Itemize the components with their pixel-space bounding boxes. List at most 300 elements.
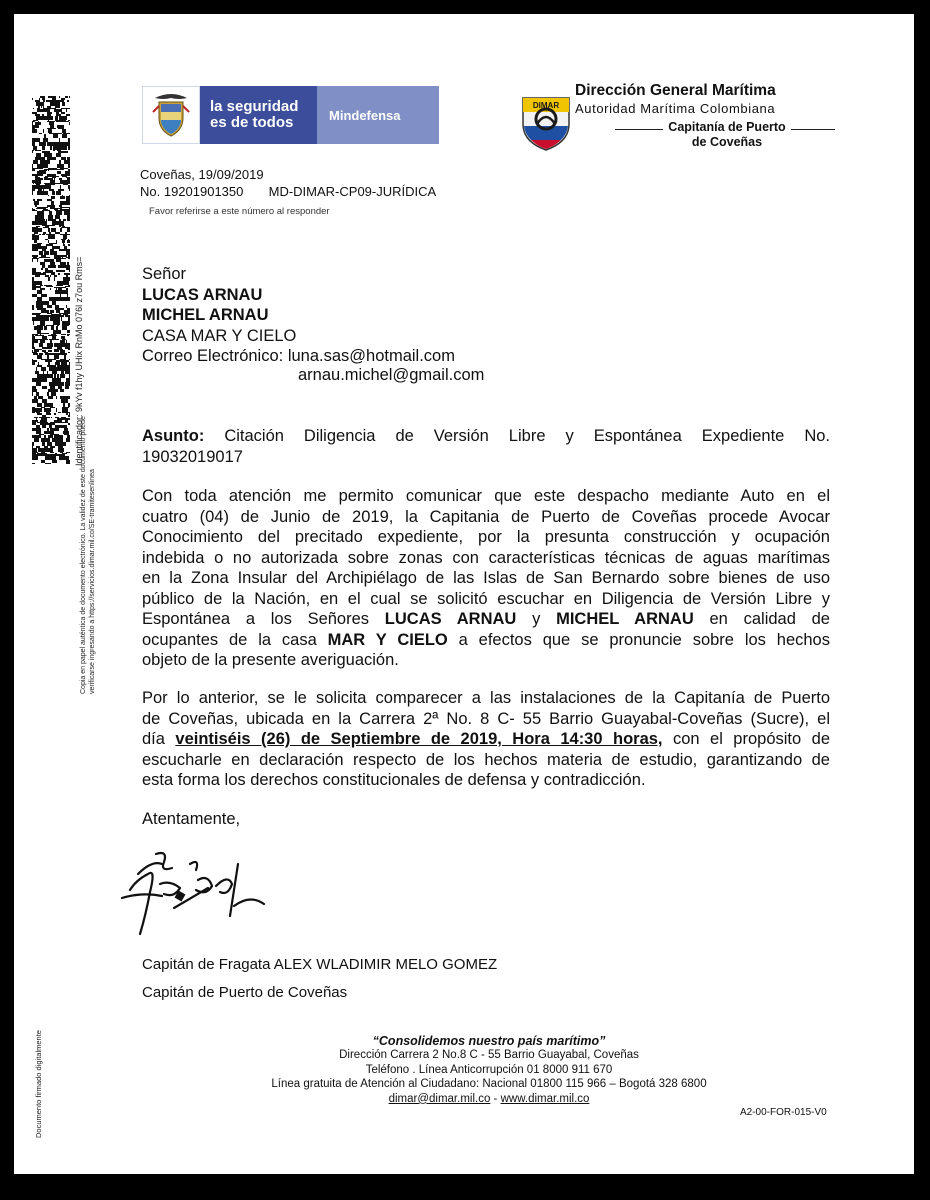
barcode-module [37, 308, 39, 310]
barcode-module [52, 221, 53, 225]
barcode-module [47, 199, 48, 201]
p1-line6: público de la Nación, en el cual se solicitó escuchar en Diligencia de Versión Libre y [142, 589, 830, 608]
barcode-module [48, 265, 53, 268]
barcode-module [44, 336, 47, 339]
barcode-module [56, 191, 60, 195]
barcode-module [32, 174, 37, 176]
barcode-module [58, 128, 60, 129]
barcode-module [33, 189, 35, 191]
barcode-module [38, 281, 42, 285]
barcode-module [53, 367, 57, 371]
barcode-module [32, 249, 34, 251]
barcode-module [51, 334, 56, 335]
footer-links [224, 1092, 754, 1106]
barcode-module [34, 227, 38, 228]
barcode-module [56, 109, 61, 112]
barcode-module [44, 170, 45, 171]
barcode-module [46, 219, 47, 221]
barcode-module [32, 138, 36, 142]
barcode-module [51, 234, 54, 235]
barcode-module [58, 353, 62, 355]
barcode-module [49, 431, 50, 434]
barcode-module [43, 138, 47, 142]
barcode-module [49, 362, 50, 365]
email2: arnau.michel@gmail.com [298, 366, 485, 384]
barcode-module [56, 349, 58, 350]
barcode-module [44, 191, 48, 195]
barcode-module [37, 174, 42, 176]
barcode-module [69, 418, 70, 420]
barcode-module [46, 257, 50, 258]
barcode-module [42, 151, 43, 153]
barcode-module [36, 246, 41, 249]
barcode-module [52, 353, 53, 355]
barcode-module [61, 340, 65, 343]
footer-email-link[interactable]: dimar@dimar.mil.co [388, 1092, 491, 1105]
barcode-module [54, 209, 58, 210]
barcode-module [50, 340, 52, 343]
barcode-module [40, 321, 45, 325]
barcode-module [44, 183, 45, 184]
barcode-module [54, 392, 56, 396]
barcode-module [61, 422, 63, 423]
barcode-module [56, 285, 58, 286]
barcode-module [49, 189, 54, 191]
barcode-module [51, 244, 53, 246]
document-page [14, 14, 914, 1174]
barcode-module [57, 255, 59, 257]
barcode-module [56, 114, 61, 116]
barcode-module [38, 408, 42, 412]
barcode-module [43, 315, 45, 317]
signer-name: Capitán de Fragata ALEX WLADIMIR MELO GOMEZ [142, 956, 498, 973]
barcode-module [57, 330, 61, 333]
barcode-module [50, 125, 53, 128]
barcode-module [48, 199, 52, 201]
barcode-module [59, 249, 64, 251]
barcode-module [32, 189, 33, 191]
barcode-module [68, 349, 70, 350]
barcode-module [62, 453, 67, 454]
barcode-module [55, 120, 60, 121]
barcode-module [39, 114, 40, 116]
coat-of-arms-icon [142, 86, 200, 144]
barcode-module [54, 287, 57, 288]
barcode-module [48, 170, 49, 171]
barcode-module [64, 209, 66, 210]
barcode-module [42, 305, 43, 308]
barcode-module [67, 365, 70, 367]
barcode-module [44, 326, 47, 330]
footer-phone: Teléfono . Línea Anticorrupción 01 8000 911 670 [365, 1063, 613, 1076]
barcode-module [41, 208, 45, 209]
barcode-module [50, 100, 55, 102]
barcode-module [47, 106, 51, 108]
barcode-module [35, 157, 39, 160]
barcode-module [66, 438, 70, 442]
barcode-module [43, 100, 45, 102]
barcode-module [50, 452, 53, 453]
barcode-module [53, 325, 54, 326]
barcode-module [37, 340, 38, 343]
barcode-module [37, 275, 40, 277]
barcode-module [61, 317, 62, 321]
barcode-module [53, 243, 57, 244]
barcode-module [40, 207, 43, 208]
barcode-module [55, 382, 59, 386]
place-date: Coveñas, 19/09/2019 [140, 167, 264, 182]
barcode-module [67, 201, 69, 205]
barcode-module [33, 335, 34, 336]
barcode-module [65, 456, 69, 460]
barcode-module [49, 178, 53, 180]
barcode-module [52, 96, 53, 98]
barcode-module [49, 169, 54, 170]
barcode-module [41, 228, 42, 232]
subject-block [142, 426, 830, 467]
barcode-module [47, 259, 49, 262]
barcode-module [69, 164, 70, 168]
barcode-module [47, 205, 52, 207]
barcode-module [60, 211, 62, 215]
barcode-module [45, 423, 48, 425]
barcode-module [50, 146, 52, 150]
barcode-module [66, 297, 67, 301]
barcode-module [49, 243, 53, 244]
barcode-module [43, 227, 46, 228]
barcode-module [53, 96, 55, 98]
barcode-module [54, 330, 57, 333]
barcode-module [51, 326, 54, 330]
barcode-module [50, 180, 55, 183]
barcode-module [35, 258, 39, 259]
barcode-module [60, 228, 62, 232]
barcode-module [63, 219, 66, 221]
barcode-module [43, 378, 44, 382]
barcode-module [60, 359, 65, 360]
barcode-module [38, 301, 40, 305]
barcode-module [53, 183, 54, 184]
barcode-module [56, 210, 61, 211]
barcode-module [50, 102, 54, 106]
barcode-module [59, 382, 64, 386]
barcode-module [47, 360, 52, 362]
barcode-module [37, 199, 39, 201]
barcode-module [56, 288, 57, 290]
barcode-module [57, 420, 62, 422]
barcode-module [46, 286, 49, 287]
barcode-module [65, 442, 66, 446]
barcode-module [62, 408, 64, 412]
barcode-module [66, 367, 70, 371]
barcode-module [41, 418, 43, 420]
barcode-module [45, 453, 47, 454]
barcode-module [44, 431, 49, 434]
barcode-module [57, 374, 58, 378]
barcode-module [68, 321, 70, 325]
barcode-module [42, 335, 44, 336]
reference-note: Favor referirse a este número al responder [149, 206, 330, 217]
barcode-module [65, 367, 66, 371]
barcode-module [44, 294, 47, 297]
barcode-module [69, 227, 70, 228]
barcode-module [55, 442, 60, 446]
p1-line8-house: MAR Y CIELO [327, 630, 448, 649]
barcode-module [56, 326, 58, 330]
barcode-module [32, 244, 37, 246]
barcode-module [46, 339, 48, 340]
barcode-module [68, 277, 70, 281]
barcode-module [62, 412, 63, 413]
dimar-logo-icon [519, 90, 573, 152]
barcode-module [63, 350, 65, 352]
barcode-module [63, 196, 65, 199]
barcode-module [68, 142, 70, 146]
p1-line3: Conocimiento del precitado expediente, por la presunta construcción y ocupación [142, 528, 830, 546]
barcode-module [57, 438, 61, 442]
barcode-module [66, 413, 68, 415]
barcode-module [45, 315, 49, 317]
barcode-module [61, 209, 64, 210]
barcode-module [69, 330, 70, 333]
barcode-module [69, 371, 70, 374]
barcode-module [44, 378, 47, 382]
barcode-module [48, 389, 49, 392]
barcode-module [58, 349, 59, 350]
barcode-module [32, 259, 33, 262]
barcode-module [48, 396, 53, 399]
barcode-module [36, 392, 39, 396]
barcode-module [54, 109, 56, 112]
barcode-module [42, 453, 43, 454]
barcode-module [43, 257, 46, 258]
barcode-module [56, 257, 61, 258]
barcode-module [49, 389, 50, 392]
barcode-module [46, 360, 47, 362]
barcode-module [32, 228, 36, 232]
barcode-module [37, 325, 42, 326]
barcode-module [50, 288, 51, 290]
barcode-module [48, 116, 53, 120]
barcode-module [42, 225, 45, 226]
barcode-module [61, 258, 66, 259]
barcode-module [60, 374, 65, 378]
barcode-module [56, 121, 61, 122]
barcode-module [59, 225, 64, 226]
barcode-module [36, 431, 41, 434]
barcode-module [50, 431, 52, 434]
barcode-module [44, 177, 48, 178]
barcode-module [55, 232, 60, 234]
barcode-module [64, 120, 65, 121]
barcode-module [55, 339, 59, 340]
footer-separator: - [490, 1092, 501, 1105]
barcode-module [43, 221, 46, 225]
barcode-module [41, 109, 43, 112]
barcode-module [34, 396, 37, 399]
barcode-module [67, 452, 70, 453]
barcode-module [43, 371, 44, 374]
barcode-module [37, 314, 40, 315]
barcode-module [64, 339, 66, 340]
barcode-module [39, 417, 43, 418]
barcode-module [54, 413, 56, 415]
barcode-module [35, 122, 40, 125]
barcode-module [53, 353, 58, 355]
barcode-module [45, 225, 46, 226]
barcode-module [61, 121, 66, 122]
dimar-title: Dirección General Marítima [575, 82, 776, 99]
barcode-module [53, 314, 57, 315]
barcode-module [62, 195, 63, 196]
barcode-module [39, 287, 40, 288]
barcode-module [42, 215, 43, 219]
barcode-module [36, 226, 40, 227]
barcode-module [39, 142, 44, 146]
barcode-module [67, 313, 70, 314]
barcode-module [60, 100, 64, 102]
barcode-module [40, 215, 42, 219]
barcode-module [69, 382, 70, 386]
barcode-module [45, 275, 49, 277]
barcode-module [66, 257, 70, 258]
barcode-module [36, 317, 39, 321]
barcode-module [34, 232, 37, 234]
barcode-module [56, 422, 61, 423]
barcode-module [41, 359, 42, 360]
barcode-module [58, 333, 61, 334]
barcode-module [53, 456, 54, 460]
barcode-module [58, 448, 61, 452]
barcode-module [67, 334, 70, 335]
barcode-module [42, 336, 44, 339]
barcode-module [42, 98, 43, 100]
barcode-module [61, 336, 65, 339]
barcode-module [44, 169, 49, 170]
barcode-module [40, 301, 45, 305]
barcode-module [36, 208, 39, 209]
barcode-module [60, 396, 62, 399]
barcode-module [52, 177, 56, 178]
barcode-module [65, 281, 69, 285]
barcode-module [32, 185, 36, 189]
barcode-module [50, 129, 52, 133]
barcode-module [33, 353, 38, 355]
barcode-module [51, 392, 54, 396]
barcode-module [43, 272, 48, 273]
barcode-module [59, 138, 60, 142]
barcode-module [52, 438, 57, 442]
barcode-module [32, 362, 35, 365]
barcode-module [50, 448, 53, 452]
barcode-module [62, 287, 66, 288]
barcode-module [64, 396, 68, 399]
barcode-module [67, 330, 69, 333]
barcode-module [39, 434, 41, 435]
barcode-module [32, 272, 33, 273]
barcode-module [44, 178, 49, 180]
barcode-module [57, 125, 61, 128]
barcode-module [49, 367, 53, 371]
barcode-module [35, 270, 36, 272]
barcode-module [65, 420, 68, 422]
barcode-module [61, 270, 65, 272]
barcode-module [47, 239, 48, 240]
barcode-module [68, 211, 70, 215]
barcode-module [51, 343, 53, 347]
barcode-module [54, 277, 55, 281]
barcode-module [33, 183, 34, 184]
barcode-module [60, 350, 63, 352]
barcode-module [38, 396, 43, 399]
barcode-module [56, 408, 57, 412]
barcode-module [58, 102, 60, 106]
barcode-module [60, 234, 63, 235]
barcode-module [38, 448, 42, 452]
gov-slogan-line1: la seguridad [210, 98, 299, 115]
barcode-module [51, 157, 56, 160]
barcode-module [32, 98, 33, 100]
barcode-module [65, 207, 70, 208]
barcode-module [59, 313, 63, 314]
barcode-module [42, 425, 46, 428]
barcode-module [32, 122, 33, 125]
barcode-module [37, 333, 42, 334]
barcode-module [40, 262, 45, 265]
barcode-module [62, 112, 65, 114]
barcode-module [64, 297, 66, 301]
barcode-module [59, 178, 62, 180]
barcode-module [37, 102, 40, 106]
barcode-module [67, 294, 68, 297]
barcode-module [37, 207, 40, 208]
barcode-module [50, 315, 55, 317]
barcode-module [46, 422, 48, 423]
barcode-module [43, 422, 46, 423]
barcode-module [44, 265, 45, 268]
p2-line3-a: día [142, 730, 165, 748]
barcode-module [48, 423, 49, 425]
barcode-module [50, 251, 55, 255]
barcode-module [36, 446, 37, 448]
barcode-module [51, 273, 52, 275]
barcode-module [32, 336, 35, 339]
barcode-module [52, 98, 56, 100]
barcode-module [46, 244, 51, 246]
letter-reference: MD-DIMAR-CP09-JURÍDICA [268, 184, 437, 199]
barcode-module [53, 125, 54, 128]
barcode-module [49, 297, 50, 301]
barcode-module [63, 422, 68, 423]
footer-web-link[interactable]: www.dimar.mil.co [500, 1092, 590, 1105]
barcode-module [36, 228, 41, 232]
barcode-module [52, 336, 56, 339]
barcode-module [53, 176, 54, 177]
barcode-module [60, 452, 63, 453]
barcode-module [60, 185, 61, 189]
barcode-module [37, 428, 40, 431]
barcode-module [62, 240, 65, 243]
barcode-module [41, 452, 45, 453]
barcode-module [56, 310, 57, 313]
barcode-module [59, 456, 63, 460]
barcode-module [67, 268, 70, 270]
barcode-module [69, 208, 70, 209]
barcode-module [64, 246, 67, 249]
barcode-module [50, 317, 51, 321]
barcode-module [53, 265, 56, 268]
barcode-module [61, 174, 64, 176]
